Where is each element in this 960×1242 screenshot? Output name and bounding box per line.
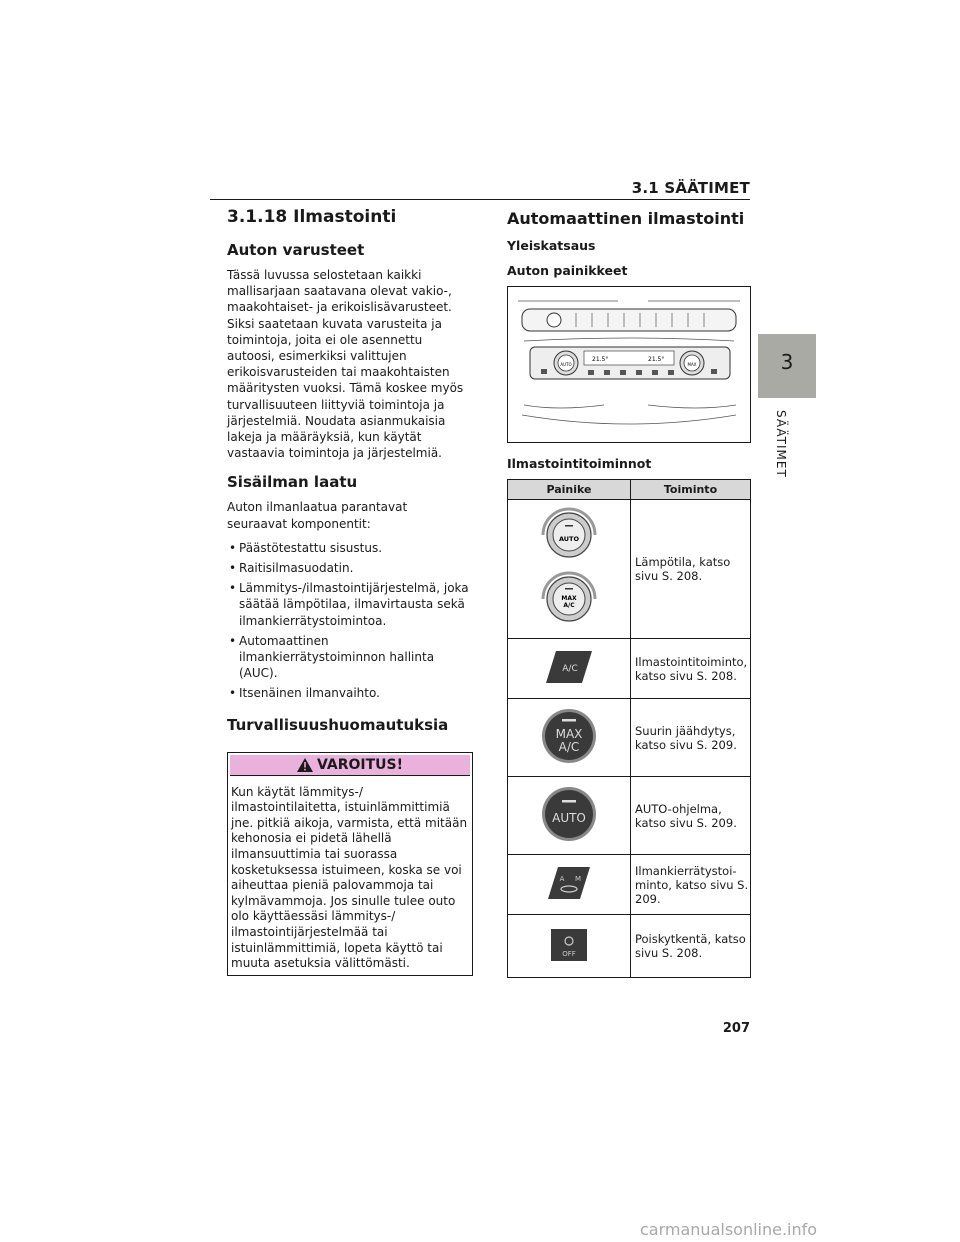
warning-triangle-icon bbox=[297, 758, 313, 772]
page-number: 207 bbox=[722, 1021, 750, 1036]
fan-off-button-icon bbox=[508, 915, 631, 978]
list-item: • Lämmitys-/ilmastointijärjestelmä, joka säätää lämpötilaa, ilmavirtausta sekä ilmankierrätystoimintoa. bbox=[227, 580, 471, 629]
svg-text:AUTO: AUTO bbox=[558, 534, 580, 543]
table-row bbox=[508, 639, 751, 699]
air-quality-list bbox=[227, 540, 471, 702]
list-item: • Päästötestattu sisustus. bbox=[227, 540, 471, 556]
list-item: • Itsenäinen ilmanvaihto. bbox=[227, 685, 471, 701]
table-row bbox=[508, 777, 751, 855]
warning-title: VAROITUS! bbox=[317, 756, 403, 773]
table-row bbox=[508, 915, 751, 978]
equipment-heading: Auton varusteet bbox=[227, 241, 365, 259]
function-text: AUTO-ohjelma, katso sivu S. 209. bbox=[631, 777, 751, 855]
panel-temp-right: 21.5° bbox=[648, 356, 665, 363]
chapter-title: 3.1.18 Ilmastointi bbox=[227, 207, 397, 227]
auto-button-icon bbox=[508, 777, 631, 855]
svg-text:A: A bbox=[559, 875, 565, 883]
list-item: • Raitisilmasuodatin. bbox=[227, 560, 471, 576]
function-text: Ilmastointitoiminto, katso sivu S. 208. bbox=[631, 639, 751, 699]
panel-max-label: MAX bbox=[687, 362, 697, 367]
svg-text:A/C: A/C bbox=[558, 740, 580, 754]
table-row bbox=[508, 500, 751, 639]
warning-header bbox=[230, 755, 470, 776]
recirculation-button-icon bbox=[508, 855, 631, 915]
ac-button-icon bbox=[508, 639, 631, 699]
overview-heading: Yleiskatsaus bbox=[507, 238, 596, 253]
auto-ac-title: Automaattinen ilmastointi bbox=[507, 209, 745, 228]
column-header-button: Painike bbox=[508, 480, 631, 500]
table-row bbox=[508, 699, 751, 777]
section-header: 3.1 SÄÄTIMET bbox=[631, 179, 750, 197]
chapter-tab-label: SÄÄTIMET bbox=[774, 410, 788, 478]
chapter-tab-number: 3 bbox=[780, 350, 794, 374]
function-text: Ilmankierrätystoi- minto, katso sivu S. 209. bbox=[631, 855, 751, 915]
function-text: Poiskytkentä, katso sivu S. 208. bbox=[631, 915, 751, 978]
rotary-knobs-icon bbox=[508, 500, 631, 639]
svg-text:M: M bbox=[574, 875, 582, 883]
svg-text:A/C: A/C bbox=[563, 601, 575, 609]
safety-heading: Turvallisuushuomautuksia bbox=[227, 715, 449, 734]
climate-panel-illustration bbox=[508, 287, 750, 442]
air-quality-intro: Auton ilmanlaatua parantavat seuraavat komponentit: bbox=[227, 500, 408, 531]
left-column bbox=[227, 207, 471, 976]
functions-table bbox=[507, 479, 751, 978]
panel-auto-label: AUTO bbox=[560, 362, 572, 367]
function-text: Lämpötila, katso sivu S. 208. bbox=[631, 500, 751, 639]
car-buttons-heading: Auton painikkeet bbox=[507, 263, 628, 278]
function-text: Suurin jäähdytys, katso sivu S. 209. bbox=[631, 699, 751, 777]
climate-panel-figure bbox=[507, 286, 751, 443]
equipment-text: Tässä luvussa selostetaan kaikki mallisarjaan saatavana olevat vakio-, maakohtaiset- ja erikoislisävarusteet. Siksi saatetaan kuvata varusteita ja toimintoja, joita ei ole asennettu autoosi, esimerkiksi valittujen erikoisvarusteiden tai maakohtaisten määritysten vuoksi. Tämä koskee myös turvallisuuteen liittyviä toimintoja ja järjestelmiä. Noudata asianmukaisia lakeja ja määräyksiä, kun käytät vastaavia toimintoja ja järjestelmiä. bbox=[227, 268, 464, 461]
svg-text:OFF: OFF bbox=[562, 949, 576, 958]
svg-text:A/C: A/C bbox=[562, 664, 578, 674]
table-row bbox=[508, 855, 751, 915]
warning-box bbox=[227, 752, 473, 976]
panel-temp-left: 21.5° bbox=[592, 356, 609, 363]
header-rule bbox=[210, 199, 750, 200]
air-quality-heading: Sisäilman laatu bbox=[227, 473, 358, 492]
warning-text: Kun käytät lämmitys-/ ilmastointilaitetta, istuinlämmittimiä jne. pitkiä aikoja, varmista, että mitään kehonosia ei pidetä lähellä ilmansuuttimia tai suorassa kosketuksessa istuimeen, koska se voi aiheuttaa pieniä palovammoja tai kylmävammoja. Jos sinulle tulee outo olo käyttäessäsi lämmitys-/ ilmastointijärjestelmää tai istuinlämmittimiä, lopeta käyttö tai muuta asetuksia välittömästi. bbox=[231, 784, 468, 971]
column-header-function: Toiminto bbox=[631, 480, 751, 500]
watermark: carmanualsonline.info bbox=[640, 1220, 818, 1239]
functions-heading: Ilmastointitoiminnot bbox=[507, 456, 652, 471]
max-ac-button-icon bbox=[508, 699, 631, 777]
svg-text:MAX: MAX bbox=[555, 727, 583, 741]
svg-text:MAX: MAX bbox=[561, 594, 577, 602]
right-column bbox=[507, 209, 751, 978]
svg-text:AUTO: AUTO bbox=[552, 811, 586, 825]
list-item: • Automaattinen ilmankierrätystoiminnon hallinta (AUC). bbox=[227, 633, 471, 682]
